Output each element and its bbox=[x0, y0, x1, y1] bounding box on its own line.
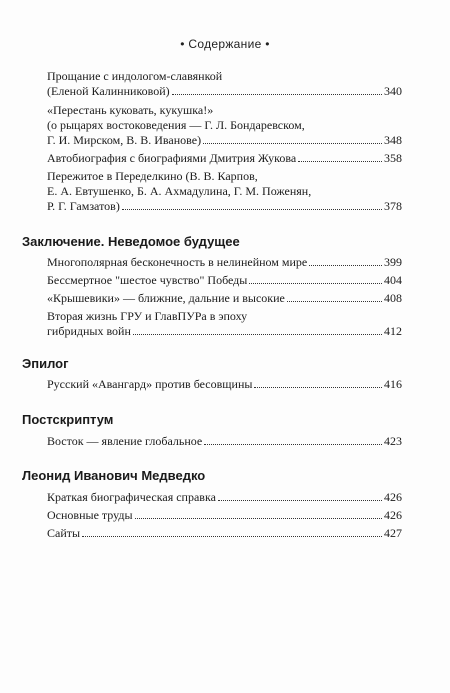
page-number: 427 bbox=[384, 526, 402, 540]
toc-entry-title: Сайты bbox=[47, 526, 81, 540]
leader-dots bbox=[82, 536, 382, 537]
leader-dots bbox=[135, 518, 382, 519]
page-number: 340 bbox=[384, 84, 402, 99]
toc-entry-title: Русский «Авангард» против бесовщины bbox=[47, 377, 253, 391]
toc-entry-title: гибридных войн bbox=[47, 324, 131, 339]
page-number: 348 bbox=[384, 133, 402, 148]
page-number: 408 bbox=[384, 291, 402, 305]
toc-entry bbox=[47, 103, 402, 149]
toc-entry bbox=[47, 291, 402, 306]
toc-entry-title: Е. А. Евтушенко, Б. А. Ахмадулина, Г. М. Поженян, bbox=[47, 184, 312, 199]
leader-dots bbox=[298, 161, 382, 162]
toc-entry-title: Прощание с индологом-славянкой bbox=[47, 69, 223, 83]
leader-dots bbox=[122, 209, 382, 210]
toc-entry-title: Восток — явление глобальное bbox=[47, 434, 203, 448]
leader-dots bbox=[133, 334, 382, 335]
leader-dots bbox=[249, 283, 382, 284]
page-number: 404 bbox=[384, 273, 402, 287]
toc-entry bbox=[47, 377, 402, 392]
toc-entry bbox=[47, 508, 402, 523]
leader-dots bbox=[287, 301, 382, 302]
leader-dots bbox=[204, 444, 382, 445]
page-number: 412 bbox=[384, 324, 402, 339]
toc-entry-title: «Перестань куковать, кукушка!» bbox=[47, 103, 214, 117]
section-heading: Леонид Иванович Медведко bbox=[22, 468, 206, 483]
page-number: 358 bbox=[384, 151, 402, 165]
page-number: 378 bbox=[384, 199, 402, 214]
toc-entry-title: Вторая жизнь ГРУ и ГлавПУРа в эпоху bbox=[47, 309, 248, 323]
leader-dots bbox=[254, 387, 382, 388]
toc-entry-title: Основные труды bbox=[47, 508, 133, 522]
toc-entry bbox=[47, 434, 402, 449]
toc-entry bbox=[47, 273, 402, 288]
toc-entry-title: Пережитое в Переделкино (В. В. Карпов, bbox=[47, 169, 258, 183]
toc-entry-title: Р. Г. Гамзатов) bbox=[47, 199, 120, 214]
leader-dots bbox=[218, 500, 382, 501]
page-number: 416 bbox=[384, 377, 402, 391]
toc-entry-title: (о рыцарях востоковедения — Г. Л. Бондаревском, bbox=[47, 118, 305, 133]
toc-entry-title: Бессмертное "шестое чувство" Победы bbox=[47, 273, 248, 287]
toc-entry bbox=[47, 69, 402, 99]
toc-entry-title: «Крышевики» — ближние, дальние и высокие bbox=[47, 291, 285, 305]
section-heading: Эпилог bbox=[22, 356, 69, 371]
section-heading: Заключение. Неведомое будущее bbox=[22, 234, 240, 249]
toc-entry bbox=[47, 169, 402, 215]
toc-entry-title: Краткая биографическая справка bbox=[47, 490, 216, 504]
toc-entry bbox=[47, 151, 402, 166]
page-number: 423 bbox=[384, 434, 402, 448]
page-number: 426 bbox=[384, 490, 402, 504]
toc-entry bbox=[47, 490, 402, 505]
running-head: • Содержание • bbox=[180, 37, 270, 51]
toc-entry-title: Многополярная бесконечность в нелинейном мире bbox=[47, 255, 308, 269]
toc-entry bbox=[47, 526, 402, 541]
toc-entry-title: (Еленой Калинниковой) bbox=[47, 84, 170, 99]
toc-entry-title: Г. И. Мирском, В. В. Иванове) bbox=[47, 133, 202, 148]
page-number: 399 bbox=[384, 255, 402, 269]
leader-dots bbox=[309, 265, 382, 266]
toc-entry bbox=[47, 309, 402, 339]
leader-dots bbox=[203, 143, 382, 144]
toc-entry-title: Автобиография с биографиями Дмитрия Жукова bbox=[47, 151, 297, 165]
toc-entry bbox=[47, 255, 402, 270]
section-heading: Постскриптум bbox=[22, 412, 114, 427]
leader-dots bbox=[172, 94, 382, 95]
page-number: 426 bbox=[384, 508, 402, 522]
